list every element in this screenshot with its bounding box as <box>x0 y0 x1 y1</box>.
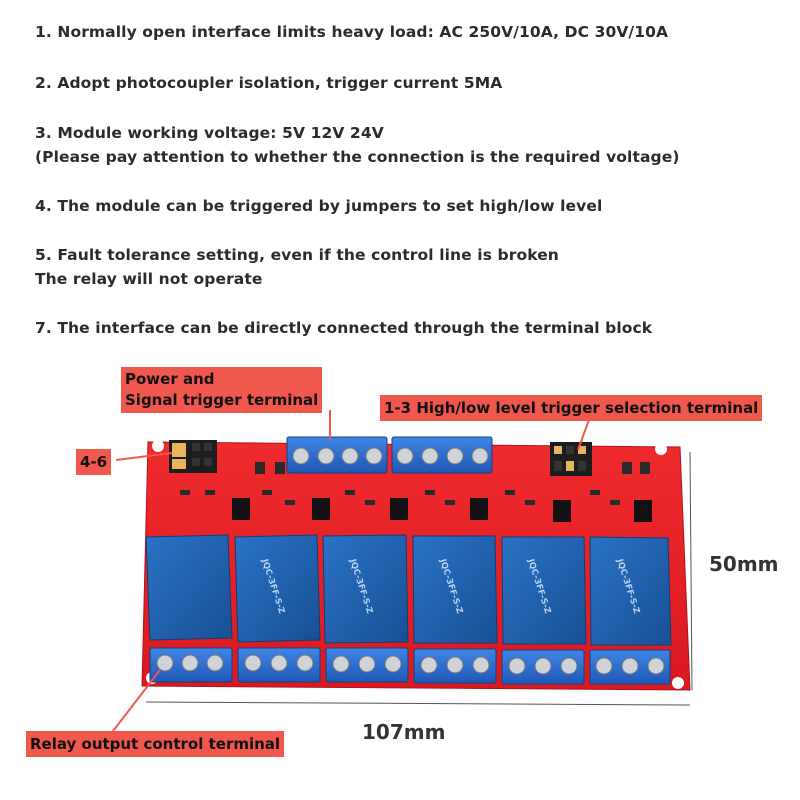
top-terminal-block-left <box>287 437 387 473</box>
width-dimension-label: 107mm <box>362 720 446 744</box>
feature-5-note: The relay will not operate <box>35 270 263 288</box>
callout-power-line1: Power and <box>125 370 215 388</box>
callout-power-line2: Signal trigger terminal <box>125 391 319 409</box>
relay-1 <box>146 535 232 640</box>
relay-3-model: JQC-3FF-S-Z <box>347 557 375 616</box>
callout-jumper-selection: 1-3 High/low level trigger selection terminal <box>380 395 762 421</box>
width-dimension-line <box>146 702 690 705</box>
feature-5: 5. Fault tolerance setting, even if the control line is broken <box>35 246 559 264</box>
height-dimension-line <box>690 452 692 690</box>
relay-6-model: JQC-3FF-S-Z <box>614 557 642 616</box>
output-terminal-1 <box>150 648 232 682</box>
output-terminal-2 <box>238 648 320 682</box>
callout-pins-4-6: 4-6 <box>76 449 111 475</box>
top-terminal-block-right <box>392 437 492 473</box>
feature-3-note: (Please pay attention to whether the connection is the required voltage) <box>35 148 680 166</box>
relay-4-model: JQC-3FF-S-Z <box>437 557 465 616</box>
feature-2: 2. Adopt photocoupler isolation, trigger current 5MA <box>35 74 503 92</box>
relay-5-model: JQC-3FF-S-Z <box>525 557 553 616</box>
callout-relay-output-terminal: Relay output control terminal <box>26 731 284 757</box>
right-jumper-header <box>550 442 592 476</box>
feature-4: 4. The module can be triggered by jumpers to set high/low level <box>35 197 603 215</box>
left-jumper-header <box>169 440 217 473</box>
height-dimension-label: 50mm <box>709 552 779 576</box>
output-terminal-5 <box>502 650 584 684</box>
relay-2-model: JQC-3FF-S-Z <box>259 557 287 616</box>
feature-7: 7. The interface can be directly connected through the terminal block <box>35 319 653 337</box>
feature-3: 3. Module working voltage: 5V 12V 24V <box>35 124 384 142</box>
feature-1: 1. Normally open interface limits heavy load: AC 250V/10A, DC 30V/10A <box>35 23 669 41</box>
output-terminal-6 <box>590 650 670 684</box>
output-terminal-3 <box>326 648 408 682</box>
output-terminal-4 <box>414 649 496 683</box>
callout-power-signal-terminal <box>121 367 322 413</box>
